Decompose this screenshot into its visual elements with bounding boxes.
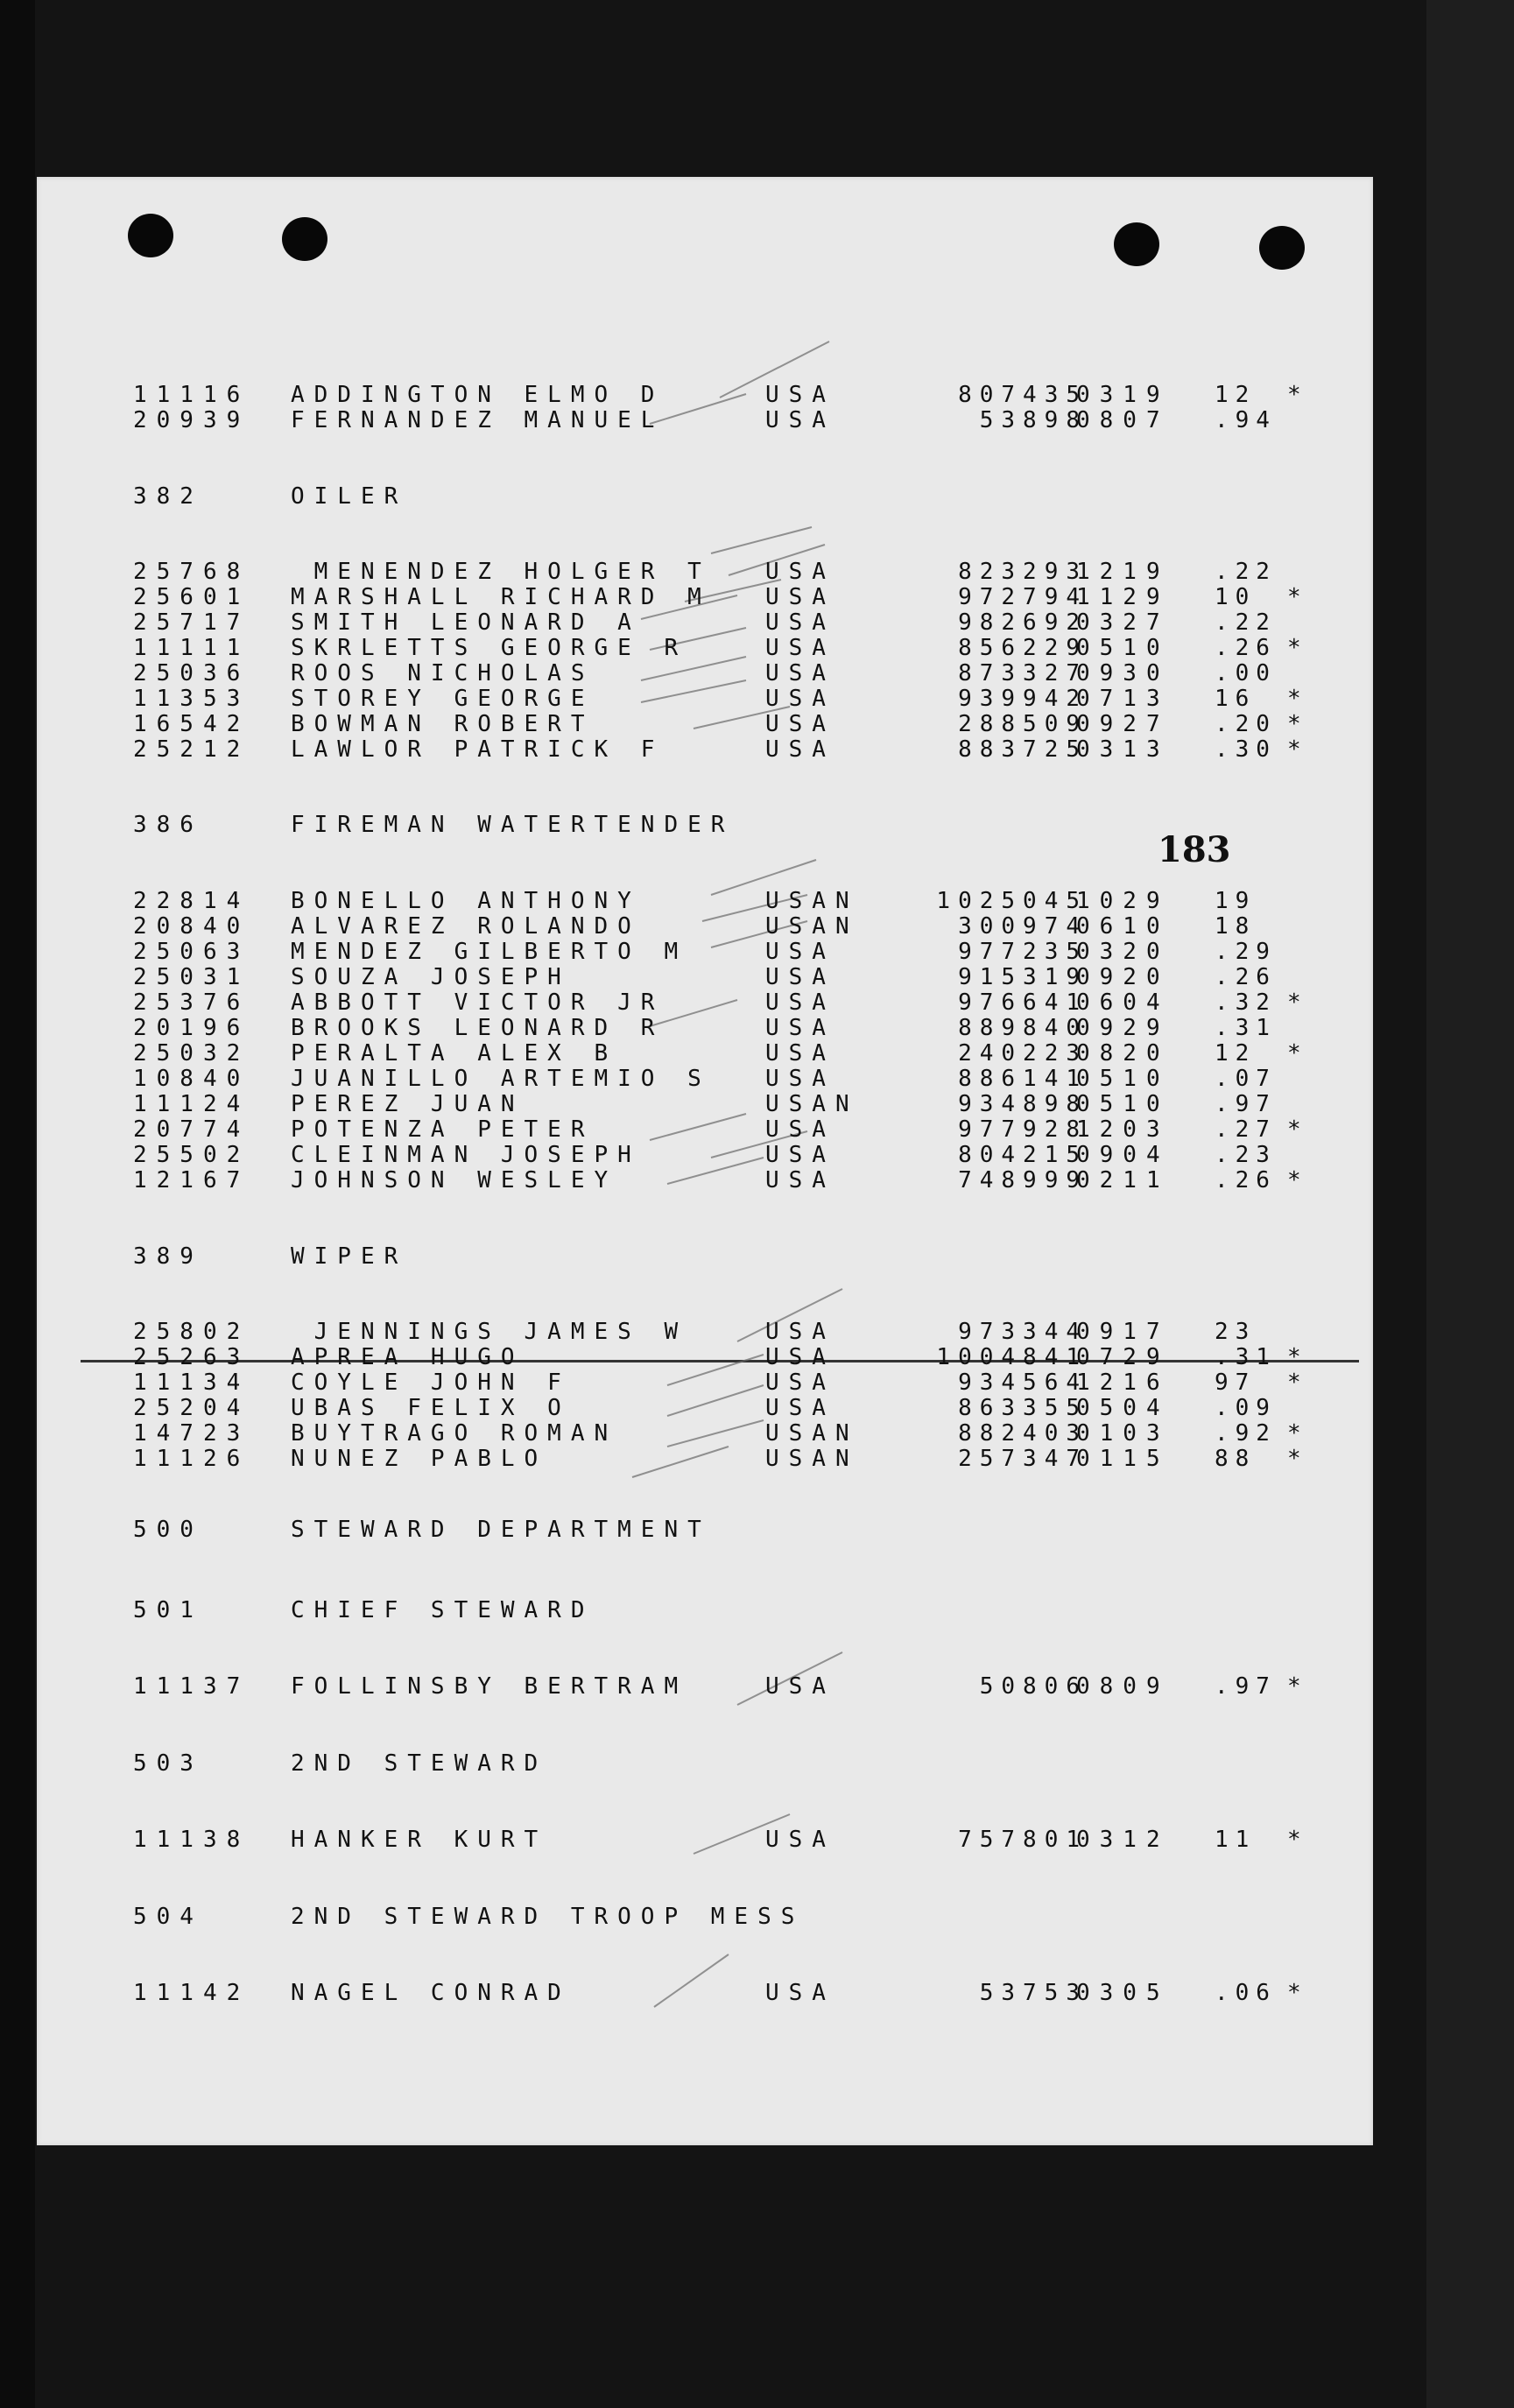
age-value: .07 — [1215, 1066, 1277, 1092]
citizenship: USA — [765, 584, 835, 610]
age-value: .92 — [1215, 1420, 1277, 1447]
age-value: 12 — [1215, 382, 1257, 408]
check-mark: * — [1287, 1116, 1301, 1143]
age-value: .26 — [1215, 964, 1277, 990]
citizenship: USA — [765, 382, 835, 408]
age-value: 88 — [1215, 1446, 1257, 1472]
citizenship: USA — [765, 1369, 835, 1396]
age-value: .27 — [1215, 1116, 1277, 1143]
crew-number: 11111 — [133, 635, 250, 661]
crew-row — [37, 407, 1373, 433]
crew-number: 20774 — [133, 1116, 250, 1143]
crew-row — [37, 1066, 1373, 1092]
date-code: 0920 — [1076, 964, 1170, 990]
document-number: 889840 — [958, 1015, 1088, 1041]
crew-row — [37, 1167, 1373, 1193]
date-code: 0904 — [1076, 1142, 1170, 1168]
crew-row — [37, 1015, 1373, 1041]
citizenship: USA — [765, 660, 835, 686]
crew-row — [37, 736, 1373, 763]
document-number: 882403 — [958, 1420, 1088, 1447]
age-value: 16 — [1215, 686, 1257, 712]
age-value: .22 — [1215, 559, 1277, 585]
crew-name: SOUZA JOSEPH — [291, 964, 571, 990]
section-title: 2ND STEWARD — [291, 1750, 548, 1777]
document-number: 300974 — [958, 913, 1088, 940]
crew-name: COYLE JOHN F — [291, 1369, 571, 1396]
section-code: 382 — [133, 483, 203, 510]
date-code: 0319 — [1076, 382, 1170, 408]
document-number: 288509 — [958, 711, 1088, 737]
crew-row — [37, 1395, 1373, 1421]
section-title: 2ND STEWARD TROOP MESS — [291, 1904, 805, 1930]
crew-name: NUNEZ PABLO — [291, 1446, 548, 1472]
crew-name: SMITH LEONARD A — [291, 609, 641, 636]
document-number: 973344 — [958, 1319, 1088, 1345]
crew-name: UBAS FELIX O — [291, 1395, 571, 1421]
citizenship: USA — [765, 1344, 835, 1370]
crew-name: PERALTA ALEX B — [291, 1040, 618, 1067]
check-mark: * — [1287, 1344, 1301, 1370]
crew-number: 25063 — [133, 939, 250, 965]
citizenship: USA — [765, 964, 835, 990]
crew-number: 25717 — [133, 609, 250, 636]
crew-number: 11126 — [133, 1446, 250, 1472]
document-number: 1025045 — [936, 888, 1088, 914]
crew-name: STOREY GEORGE — [291, 686, 595, 712]
crew-name: BOWMAN ROBERT — [291, 711, 595, 737]
date-code: 0510 — [1076, 1066, 1170, 1092]
age-value: 12 — [1215, 1040, 1257, 1067]
document-number: 807435 — [958, 382, 1088, 408]
section-code: 501 — [133, 1597, 203, 1623]
crew-row — [37, 989, 1373, 1016]
date-code: 0510 — [1076, 635, 1170, 661]
date-code: 0807 — [1076, 407, 1170, 433]
section-code: 504 — [133, 1904, 203, 1930]
crew-row — [37, 964, 1373, 990]
age-value: 18 — [1215, 913, 1257, 940]
crew-row — [37, 584, 1373, 610]
crew-name: JOHNSON WESLEY — [291, 1167, 618, 1193]
document-number: 972794 — [958, 584, 1088, 610]
age-value: .31 — [1215, 1344, 1277, 1370]
date-code: 0713 — [1076, 686, 1170, 712]
section-title: STEWARD DEPARTMENT — [291, 1517, 711, 1543]
crew-number: 25502 — [133, 1142, 250, 1168]
document-number: 748999 — [958, 1167, 1088, 1193]
crew-name: ABBOTT VICTOR JR — [291, 989, 665, 1016]
check-mark: * — [1287, 686, 1301, 712]
crew-name: CLEINMAN JOSEPH — [291, 1142, 641, 1168]
check-mark: * — [1287, 584, 1301, 610]
document-number: 863355 — [958, 1395, 1088, 1421]
check-mark: * — [1287, 1827, 1301, 1853]
crew-number: 25802 — [133, 1319, 250, 1345]
crew-name: HANKER KURT — [291, 1827, 548, 1853]
age-value: .22 — [1215, 609, 1277, 636]
crew-number: 12167 — [133, 1167, 250, 1193]
document-number: 915319 — [958, 964, 1088, 990]
date-code: 0930 — [1076, 660, 1170, 686]
citizenship: USA — [765, 1319, 835, 1345]
crew-row — [37, 939, 1373, 965]
document-number: 53898 — [979, 407, 1088, 433]
crew-row — [37, 711, 1373, 737]
document-number: 934898 — [958, 1091, 1088, 1117]
check-mark: * — [1287, 635, 1301, 661]
crew-number: 11116 — [133, 382, 250, 408]
check-mark: * — [1287, 1040, 1301, 1067]
age-value: .32 — [1215, 989, 1277, 1016]
document-number: 982692 — [958, 609, 1088, 636]
citizenship: USA — [765, 711, 835, 737]
section-code: 503 — [133, 1750, 203, 1777]
age-value: .30 — [1215, 736, 1277, 763]
crew-name: NAGEL CONRAD — [291, 1980, 571, 2006]
document-page — [37, 177, 1373, 2145]
crew-number: 16542 — [133, 711, 250, 737]
citizenship: USA — [765, 939, 835, 965]
date-code: 1203 — [1076, 1116, 1170, 1143]
check-mark: * — [1287, 736, 1301, 763]
crew-number: 10840 — [133, 1066, 250, 1092]
crew-number: 25032 — [133, 1040, 250, 1067]
check-mark: * — [1287, 1369, 1301, 1396]
citizenship: USA — [765, 1015, 835, 1041]
document-number: 856229 — [958, 635, 1088, 661]
check-mark: * — [1287, 1420, 1301, 1447]
check-mark: * — [1287, 989, 1301, 1016]
citizenship: USA — [765, 736, 835, 763]
crew-row — [37, 1980, 1373, 2006]
crew-row — [37, 635, 1373, 661]
crew-number: 25601 — [133, 584, 250, 610]
section-title: WIPER — [291, 1243, 408, 1270]
document-number: 939942 — [958, 686, 1088, 712]
citizenship: USA — [765, 1827, 835, 1853]
date-code: 0327 — [1076, 609, 1170, 636]
section-header — [37, 1243, 1373, 1270]
crew-row — [37, 888, 1373, 914]
crew-name: FOLLINSBY BERTRAM — [291, 1673, 688, 1700]
citizenship: USA — [765, 635, 835, 661]
document-number: 50806 — [979, 1673, 1088, 1700]
section-header — [37, 1517, 1373, 1543]
crew-row — [37, 1446, 1373, 1472]
citizenship: USA — [765, 686, 835, 712]
date-code: 0115 — [1076, 1446, 1170, 1472]
age-value: .97 — [1215, 1091, 1277, 1117]
scan-border-left — [0, 0, 35, 2408]
crew-number: 20196 — [133, 1015, 250, 1041]
date-code: 1129 — [1076, 584, 1170, 610]
crew-row — [37, 559, 1373, 585]
crew-row — [37, 1116, 1373, 1143]
crew-name: LAWLOR PATRICK F — [291, 736, 665, 763]
citizenship: USA — [765, 407, 835, 433]
crew-number: 11124 — [133, 1091, 250, 1117]
date-code: 0312 — [1076, 1827, 1170, 1853]
crew-row — [37, 1142, 1373, 1168]
date-code: 0510 — [1076, 1091, 1170, 1117]
section-header — [37, 1904, 1373, 1930]
document-number: 757801 — [958, 1827, 1088, 1853]
section-header — [37, 812, 1373, 838]
citizenship: USA — [765, 1116, 835, 1143]
crew-name: BONELLO ANTHONY — [291, 888, 641, 914]
age-value: 23 — [1215, 1319, 1257, 1345]
date-code: 1029 — [1076, 888, 1170, 914]
crew-row — [37, 1420, 1373, 1447]
crew-number: 11134 — [133, 1369, 250, 1396]
crew-name: MENDEZ GILBERTO M — [291, 939, 688, 965]
crew-number: 14723 — [133, 1420, 250, 1447]
crew-name: JENNINGS JAMES W — [291, 1319, 688, 1345]
crew-row — [37, 1319, 1373, 1345]
date-code: 0504 — [1076, 1395, 1170, 1421]
crew-row — [37, 1827, 1373, 1853]
age-value: .97 — [1215, 1673, 1277, 1700]
date-code: 0809 — [1076, 1673, 1170, 1700]
document-number: 240223 — [958, 1040, 1088, 1067]
document-number: 934564 — [958, 1369, 1088, 1396]
check-mark: * — [1287, 1980, 1301, 2006]
section-code: 500 — [133, 1517, 203, 1543]
section-header — [37, 1750, 1373, 1777]
section-title: CHIEF STEWARD — [291, 1597, 595, 1623]
age-value: .23 — [1215, 1142, 1277, 1168]
crew-row — [37, 382, 1373, 408]
crew-number: 20840 — [133, 913, 250, 940]
crew-name: FERNANDEZ MANUEL — [291, 407, 665, 433]
age-value: .20 — [1215, 711, 1277, 737]
date-code: 1219 — [1076, 559, 1170, 585]
crew-number: 25212 — [133, 736, 250, 763]
citizenship: USA — [765, 1040, 835, 1067]
scan-border-right — [1426, 0, 1514, 2408]
crew-name: ALVAREZ ROLANDO — [291, 913, 641, 940]
crew-number: 11142 — [133, 1980, 250, 2006]
document-number: 977928 — [958, 1116, 1088, 1143]
section-title: OILER — [291, 483, 408, 510]
age-value: 10 — [1215, 584, 1257, 610]
crew-number: 11137 — [133, 1673, 250, 1700]
crew-number: 20939 — [133, 407, 250, 433]
document-number: 883725 — [958, 736, 1088, 763]
crew-number: 25031 — [133, 964, 250, 990]
section-title: FIREMAN WATERTENDER — [291, 812, 735, 838]
crew-name: JUANILLO ARTEMIO S — [291, 1066, 711, 1092]
section-code: 389 — [133, 1243, 203, 1270]
crew-name: APREA HUGO — [291, 1344, 525, 1370]
section-header — [37, 1597, 1373, 1623]
crew-name: PEREZ JUAN — [291, 1091, 525, 1117]
age-value: .94 — [1215, 407, 1277, 433]
date-code: 0313 — [1076, 736, 1170, 763]
document-number: 53753 — [979, 1980, 1088, 2006]
check-mark: * — [1287, 1673, 1301, 1700]
date-code: 0820 — [1076, 1040, 1170, 1067]
age-value: .26 — [1215, 1167, 1277, 1193]
crew-number: 22814 — [133, 888, 250, 914]
date-code: 0103 — [1076, 1420, 1170, 1447]
date-code: 0305 — [1076, 1980, 1170, 2006]
citizenship: USAN — [765, 1420, 859, 1447]
citizenship: USAN — [765, 1446, 859, 1472]
check-mark: * — [1287, 1167, 1301, 1193]
citizenship: USA — [765, 559, 835, 585]
citizenship: USA — [765, 1395, 835, 1421]
date-code: 0610 — [1076, 913, 1170, 940]
citizenship: USAN — [765, 1091, 859, 1117]
date-code: 0729 — [1076, 1344, 1170, 1370]
crew-number: 25204 — [133, 1395, 250, 1421]
crew-name: MENENDEZ HOLGER T — [291, 559, 711, 585]
crew-name: BUYTRAGO ROMAN — [291, 1420, 618, 1447]
document-number: 886141 — [958, 1066, 1088, 1092]
date-code: 0320 — [1076, 939, 1170, 965]
crew-row — [37, 1673, 1373, 1700]
page-stamp-number: 183 — [1158, 829, 1231, 870]
crew-row — [37, 913, 1373, 940]
citizenship: USA — [765, 1673, 835, 1700]
document-number: 257347 — [958, 1446, 1088, 1472]
date-code: 0917 — [1076, 1319, 1170, 1345]
crew-row — [37, 660, 1373, 686]
crew-name: SKRLETTS GEORGE R — [291, 635, 688, 661]
age-value: .26 — [1215, 635, 1277, 661]
section-code: 386 — [133, 812, 203, 838]
document-number: 1004841 — [936, 1344, 1088, 1370]
age-value: 97 — [1215, 1369, 1257, 1396]
section-header — [37, 483, 1373, 510]
crew-name: BROOKS LEONARD R — [291, 1015, 665, 1041]
document-number: 823293 — [958, 559, 1088, 585]
date-code: 0211 — [1076, 1167, 1170, 1193]
crew-row — [37, 1091, 1373, 1117]
citizenship: USAN — [765, 888, 859, 914]
date-code: 1216 — [1076, 1369, 1170, 1396]
check-mark: * — [1287, 382, 1301, 408]
age-value: .00 — [1215, 660, 1277, 686]
check-mark: * — [1287, 711, 1301, 737]
document-number: 804215 — [958, 1142, 1088, 1168]
document-number: 976641 — [958, 989, 1088, 1016]
crew-number: 11353 — [133, 686, 250, 712]
date-code: 0929 — [1076, 1015, 1170, 1041]
crew-name: MARSHALL RICHARD M — [291, 584, 711, 610]
document-number: 977235 — [958, 939, 1088, 965]
age-value: .31 — [1215, 1015, 1277, 1041]
citizenship: USA — [765, 1066, 835, 1092]
age-value: .06 — [1215, 1980, 1277, 2006]
age-value: .09 — [1215, 1395, 1277, 1421]
document-number: 873327 — [958, 660, 1088, 686]
citizenship: USA — [765, 1142, 835, 1168]
citizenship: USA — [765, 1980, 835, 2006]
crew-row — [37, 1040, 1373, 1067]
crew-row — [37, 609, 1373, 636]
crew-row — [37, 1344, 1373, 1370]
crew-name: ADDINGTON ELMO D — [291, 382, 665, 408]
crew-number: 25768 — [133, 559, 250, 585]
date-code: 0604 — [1076, 989, 1170, 1016]
crew-number: 25036 — [133, 660, 250, 686]
crew-number: 11138 — [133, 1827, 250, 1853]
citizenship: USAN — [765, 913, 859, 940]
check-mark: * — [1287, 1446, 1301, 1472]
age-value: 11 — [1215, 1827, 1257, 1853]
citizenship: USA — [765, 989, 835, 1016]
crew-number: 25376 — [133, 989, 250, 1016]
citizenship: USA — [765, 609, 835, 636]
crew-number: 25263 — [133, 1344, 250, 1370]
age-value: .29 — [1215, 939, 1277, 965]
date-code: 0927 — [1076, 711, 1170, 737]
crew-name: POTENZA PETER — [291, 1116, 595, 1143]
crew-row — [37, 686, 1373, 712]
crew-row — [37, 1369, 1373, 1396]
age-value: 19 — [1215, 888, 1257, 914]
citizenship: USA — [765, 1167, 835, 1193]
crew-name: ROOS NICHOLAS — [291, 660, 595, 686]
